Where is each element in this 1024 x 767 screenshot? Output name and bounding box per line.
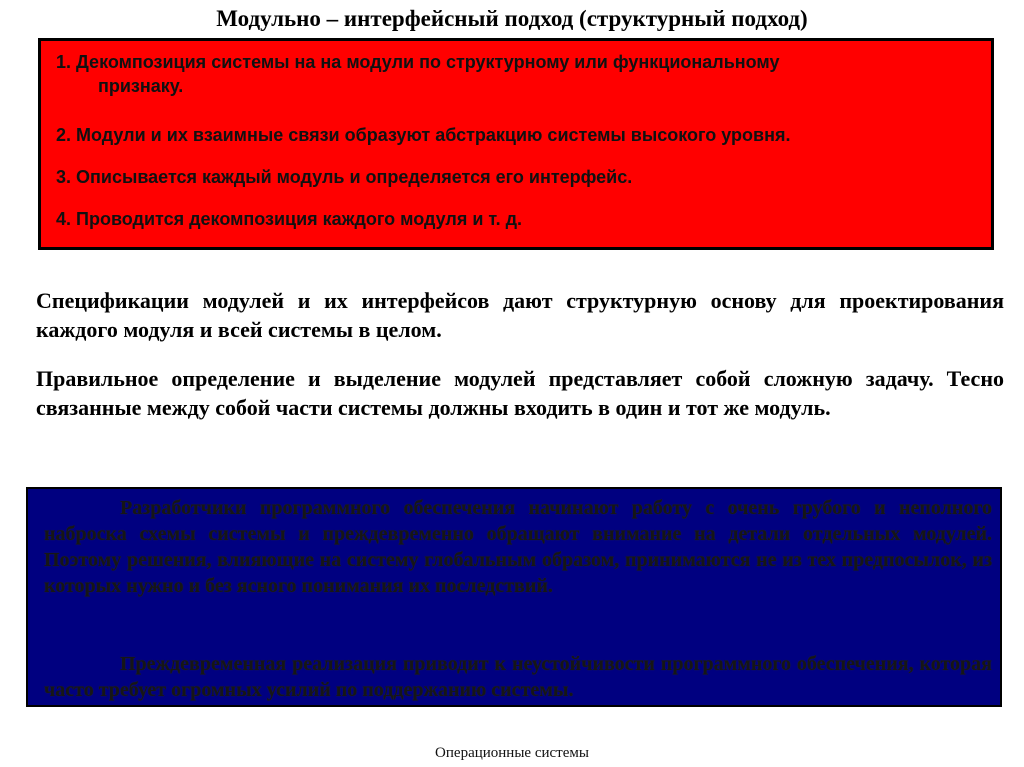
step-1-line2: признаку. [98,76,184,96]
step-item-3: 3. Описывается каждый модуль и определяется его интерфейс. [56,167,633,187]
slide-title: Модульно – интерфейсный подход (структурный подход) [216,6,808,31]
note-paragraph-1 [44,495,992,599]
steps-box [38,38,994,250]
step-item-1 [56,50,976,98]
note-2-text: Преждевременная реализация приводит к неустойчивости программного обеспечения, которая часто требует огромных усилий по поддержанию системы. [44,653,992,701]
step-item-4: 4. Проводится декомпозиция каждого модуля и т. д. [56,209,523,229]
step-1-line1: 1. Декомпозиция системы на на модули по структурному или функциональному [56,52,780,72]
step-item-2: 2. Модули и их взаимные связи образуют абстракцию системы высокого уровня. [56,125,791,145]
paragraph-module-definition: Правильное определение и выделение модулей представляет собой сложную задачу. Тесно связанные между собой части системы должны входить в один и тот же модуль. [36,366,1004,420]
note-paragraph-2 [44,651,992,703]
note-1-text: Разработчики программного обеспечения начинают работу с очень грубого и неполного наброска схемы системы и преждевременно обращают внимание на детали отдельных модулей. Поэтому решения, влияющие на систему глобальным образом, принимаются не из тех предпосылок, из которых нужно и без ясного понимания их последствий. [44,497,992,597]
paragraph-specifications: Спецификации модулей и их интерфейсов дают структурную основу для проектирования каждого модуля и всей системы в целом. [36,288,1004,342]
footer-caption: Операционные системы [435,745,589,761]
notes-box [26,487,1002,707]
